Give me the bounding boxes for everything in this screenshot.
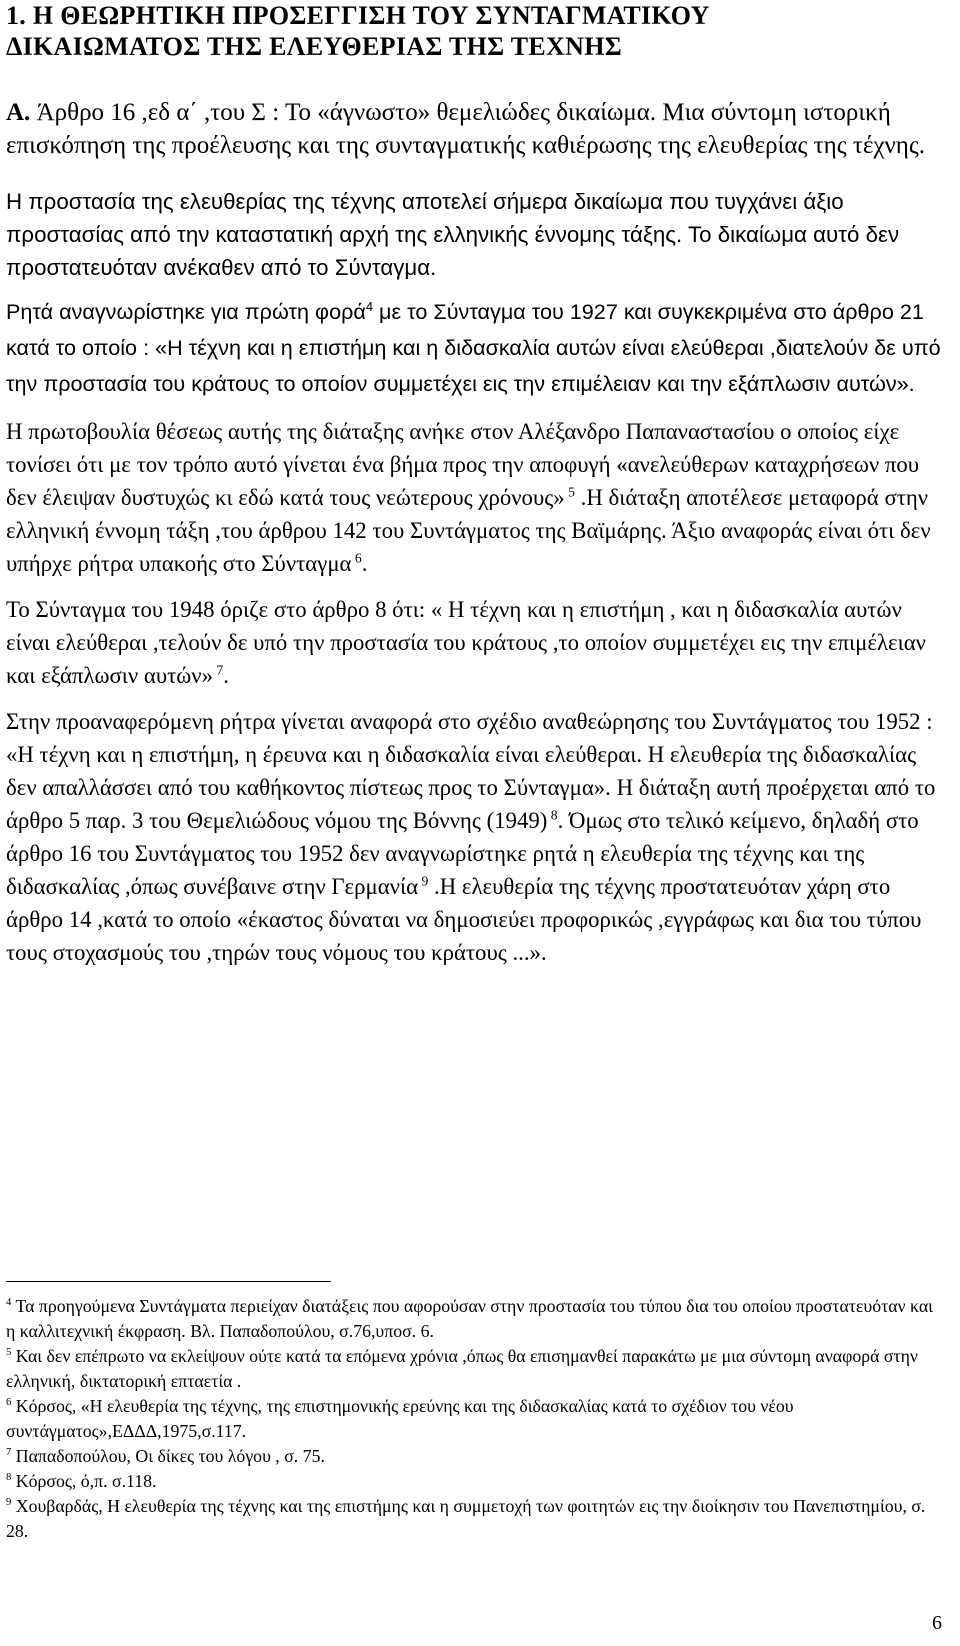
paragraph-1952-revision <box>6 705 946 969</box>
paragraph-1948-constitution <box>6 593 946 692</box>
chapter-heading-line-1: 1. Η ΘΕΩΡΗΤΙΚΗ ΠΡΟΣΕΓΓΙΣΗ ΤΟΥ ΣΥΝΤΑΓΜΑΤΙΚΟΥ <box>6 1 710 30</box>
paragraph-intro: Η προστασία της ελευθερίας της τέχνης αποτελεί σήμερα δικαίωμα που τυγχάνει άξιο προστασίας από την καταστατική αρχή της ελληνικής έννομης τάξης. Το δικαίωμα αυτό δεν προστατευόταν ανέκαθεν από το Σύνταγμα. <box>6 189 900 280</box>
paragraph-text: . Όμως στο τελικό κείμενο, δηλαδή στο άρθρο 16 του Συντάγματος του 1952 δεν αναγνωρίστηκε ρητά η ελευθερία της τέχνης και της διδασκαλίας ,όπως συνέβαινε στην Γερμανία <box>6 808 919 899</box>
section-title-text: Άρθρο 16 ,εδ α΄ ,του Σ : Το «άγνωστο» θεμελιώδες δικαίωμα. Μια σύντομη ιστορική επισκόπηση της προέλευσης και της συνταγματικής καθιέρωσης της ελευθερίας της τέχνης. <box>6 99 926 159</box>
footnote-text: Χουβαρδάς, Η ελευθερία της τέχνης και της επιστήμης και η συμμετοχή των φοιτητών εις την διοίκησιν του Πανεπιστημίου, σ. 28. <box>6 1496 926 1541</box>
paragraph-text: .Η ελευθερία της τέχνης προστατευόταν χάρη στο άρθρο 14 ,κατά το οποίο «έκαστος δύναται να δημοσιεύει προφορικώς ,εγγράφως και δια του τύπου τους στοχασμούς του ,τηρών τους νόμους του κράτους ...». <box>6 874 922 965</box>
footnote-ref[interactable]: 4 <box>365 298 374 314</box>
footnote-number: 6 <box>6 1396 12 1409</box>
footnote-text: Κόρσος, «Η ελευθερία της τέχνης, της επιστημονικής ερεύνης και της διδασκαλίας κατά το σχέδιον του νέου συντάγματος»,ΕΔΔΔ,1975,σ.117. <box>6 1396 794 1441</box>
footnote-text: Τα προηγούμενα Συντάγματα περιείχαν διατάξεις που αφορούσαν στην προστασία του τύπου δια του οποίου προστατευόταν και η καλλιτεχνική έκφραση. Βλ. Παπαδοπούλου, σ.76,υποσ. 6. <box>6 1296 933 1341</box>
page-number: 6 <box>932 1612 942 1634</box>
footnote-number: 9 <box>6 1496 12 1509</box>
footnote-ref[interactable]: 6 <box>351 550 362 566</box>
paragraph-text: Στην προαναφερόμενη ρήτρα γίνεται αναφορά στο σχέδιο αναθεώρησης του Συντάγματος του 1952 : «Η τέχνη και η επιστήμη, η έρευνα και η διδασκαλία είναι ελεύθεραι. Η ελευθερία της διδασκαλίας δεν απαλλάσσει από του καθήκοντος πίστεως προς το Σύνταγμα». Η διάταξη αυτή προέρχεται από το άρθρο 5 παρ. 3 του Θεμελιώδους νόμου της Βόννης (1949) <box>6 709 936 833</box>
footnote-number: 4 <box>6 1296 12 1309</box>
footnote-8 <box>6 1469 941 1494</box>
paragraph-text: . <box>361 551 368 576</box>
footnote-6 <box>6 1394 941 1444</box>
footnote-number: 8 <box>6 1471 12 1484</box>
footnote-number: 7 <box>6 1446 12 1459</box>
footnote-ref[interactable]: 9 <box>418 873 429 889</box>
footnote-ref[interactable]: 7 <box>213 662 224 678</box>
section-letter: A. <box>6 99 31 126</box>
paragraph-text: Ρητά αναγνωρίστηκε για πρώτη φορά <box>6 299 366 324</box>
paragraph-text: Η πρωτοβουλία θέσεως αυτής της διάταξης ανήκε στον Αλέξανδρο Παπαναστασίου ο οποίος είχε τονίσει ότι με τον τρόπο αυτό γίνεται ένα βήμα προς την αποφυγή «ανελεύθερων καταχρήσεων που δεν έλειψαν δυστυχώς κι εδώ κατά τους νεώτερους χρόνους» <box>6 419 920 510</box>
section-title <box>6 96 946 162</box>
chapter-heading-line-2: ΔΙΚΑΙΩΜΑΤΟΣ ΤΗΣ ΕΛΕΥΘΕΡΙΑΣ ΤΗΣ ΤΕΧΝΗΣ <box>6 32 623 61</box>
paragraph-text: Το Σύνταγμα του 1948 όριζε στο άρθρο 8 ότι: « Η τέχνη και η επιστήμη , και η διδασκαλία αυτών είναι ελεύθεραι ,τελούν δε υπό την προστασία του κράτους ,το οποίον συμμετέχει εις την επιμέλειαν και εξάπλωσιν αυτών» <box>6 597 926 688</box>
paragraph-1927-constitution <box>6 294 946 402</box>
footnote-ref[interactable]: 5 <box>564 484 575 500</box>
footnote-separator <box>6 1281 331 1282</box>
footnote-5 <box>6 1344 941 1394</box>
footnote-text: Παπαδοπούλου, Οι δίκες του λόγου , σ. 75. <box>11 1446 325 1466</box>
footnote-ref[interactable]: 8 <box>547 807 558 823</box>
paragraph-text: .Η διάταξη αποτέλεσε μεταφορά στην ελληνική έννομη τάξη ,του άρθρου 142 του Συντάγματος της Βαϊμάρης. Άξιο αναφοράς είναι ότι δεν υπήρχε ρήτρα υπακοής στο Σύνταγμα <box>6 485 931 576</box>
paragraph-papanastasiou <box>6 415 946 580</box>
footnotes <box>6 1281 941 1544</box>
paragraph-text: . <box>223 663 229 688</box>
footnote-number: 5 <box>6 1346 12 1359</box>
chapter-heading <box>6 0 946 62</box>
footnote-9 <box>6 1494 941 1544</box>
footnote-7 <box>6 1444 941 1469</box>
paragraph-text: με το Σύνταγμα του 1927 και συγκεκριμένα στο άρθρο 21 κατά το οποίο : «Η τέχνη και η επιστήμη και η διδασκαλία αυτών είναι ελεύθεραι ,διατελούν δε υπό την προστασία του κράτους το οποίον συμμετέχει εις την επιμέλειαν και την εξάπλωσιν αυτών». <box>6 299 941 396</box>
footnote-text: Και δεν επέπρωτο να εκλείψουν ούτε κατά τα επόμενα χρόνια ,όπως θα επισημανθεί παρακάτω με μια σύντομη αναφορά στην ελληνική, δικτατορική επταετία . <box>6 1346 918 1391</box>
footnote-text: Κόρσος, ό,π. σ.118. <box>11 1471 157 1491</box>
footnote-4 <box>6 1294 941 1344</box>
